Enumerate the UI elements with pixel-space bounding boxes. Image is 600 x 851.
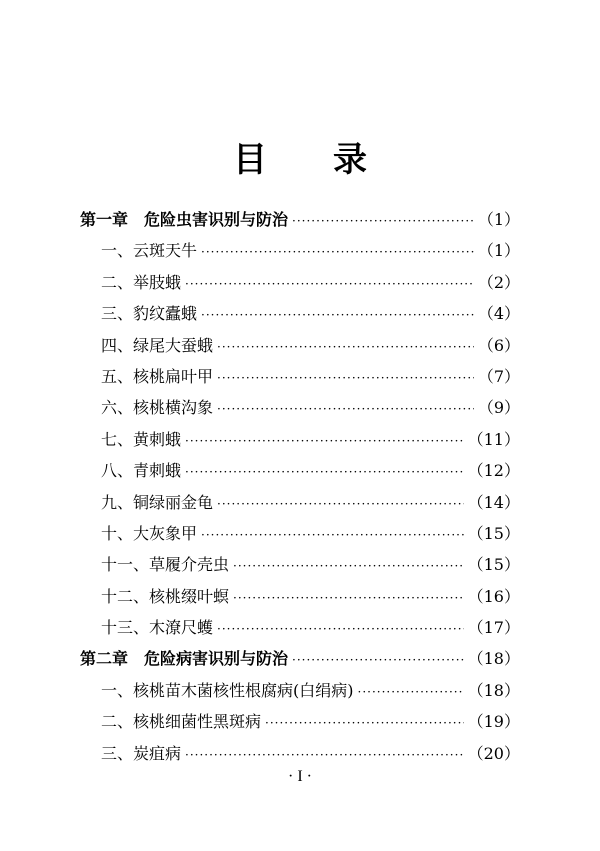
toc-leader-dots xyxy=(185,426,464,457)
toc-section-entry[interactable] xyxy=(80,487,520,518)
toc-leader-dots xyxy=(358,677,464,708)
toc-page-number: （1） xyxy=(477,241,520,261)
toc-entry-label: 二、核桃细菌性黑斑病 xyxy=(101,712,262,732)
toc-section-entry[interactable] xyxy=(80,518,520,549)
toc-leader-dots xyxy=(201,300,474,331)
toc-leader-dots xyxy=(217,394,474,425)
toc-page-number: （11） xyxy=(467,429,520,449)
toc-leader-dots xyxy=(185,269,474,300)
toc-page-number: （2） xyxy=(477,272,520,292)
table-of-contents xyxy=(80,204,520,769)
toc-leader-dots xyxy=(217,614,464,645)
toc-section-entry[interactable] xyxy=(80,675,520,706)
toc-chapter-entry[interactable] xyxy=(80,204,520,235)
toc-page-number: （19） xyxy=(467,712,520,732)
toc-section-entry[interactable] xyxy=(80,738,520,769)
toc-page-number: （15） xyxy=(467,523,520,543)
toc-entry-label: 一、云斑天牛 xyxy=(101,241,198,261)
toc-leader-dots xyxy=(185,740,464,771)
toc-entry-label: 十二、核桃缀叶螟 xyxy=(101,586,230,606)
toc-section-entry[interactable] xyxy=(80,424,520,455)
toc-leader-dots xyxy=(201,520,464,551)
toc-leader-dots xyxy=(217,489,464,520)
toc-section-entry[interactable] xyxy=(80,581,520,612)
toc-leader-dots xyxy=(292,206,474,237)
toc-entry-label: 八、青刺蛾 xyxy=(101,461,182,481)
toc-section-entry[interactable] xyxy=(80,267,520,298)
page-number-footer: · I · xyxy=(288,768,312,785)
toc-leader-dots xyxy=(201,237,474,268)
toc-leader-dots xyxy=(217,363,474,394)
toc-entry-label: 十、大灰象甲 xyxy=(101,523,198,543)
toc-page-number: （16） xyxy=(467,586,520,606)
toc-entry-label: 十三、木潦尺蠖 xyxy=(101,618,214,638)
toc-page-number: （20） xyxy=(467,743,520,763)
toc-page-number: （4） xyxy=(477,304,520,324)
toc-page-number: （12） xyxy=(467,461,520,481)
toc-entry-label: 六、核桃横沟象 xyxy=(101,398,214,418)
toc-entry-label: 第二章 危险病害识别与防治 xyxy=(80,649,289,669)
toc-page-number: （9） xyxy=(477,398,520,418)
toc-page-number: （15） xyxy=(467,555,520,575)
toc-entry-label: 九、铜绿丽金龟 xyxy=(101,492,214,512)
title-char-2: 录 xyxy=(333,140,367,180)
toc-entry-label: 二、举肢蛾 xyxy=(101,272,182,292)
page-title xyxy=(0,132,600,181)
toc-entry-label: 五、核桃扁叶甲 xyxy=(101,366,214,386)
toc-page-number: （18） xyxy=(467,649,520,669)
toc-leader-dots xyxy=(265,708,464,739)
toc-entry-label: 七、黄刺蛾 xyxy=(101,429,182,449)
toc-entry-label: 四、绿尾大蚕蛾 xyxy=(101,335,214,355)
toc-entry-label: 三、豹纹蠹蛾 xyxy=(101,304,198,324)
toc-page-number: （17） xyxy=(467,618,520,638)
toc-chapter-entry[interactable] xyxy=(80,643,520,674)
toc-page-number: （1） xyxy=(477,210,520,229)
toc-entry-label: 十一、草履介壳虫 xyxy=(101,555,230,575)
toc-section-entry[interactable] xyxy=(80,330,520,361)
toc-page-number: （6） xyxy=(477,335,520,355)
toc-section-entry[interactable] xyxy=(80,298,520,329)
toc-page-number: （7） xyxy=(477,366,520,386)
toc-section-entry[interactable] xyxy=(80,706,520,737)
toc-section-entry[interactable] xyxy=(80,549,520,580)
toc-leader-dots xyxy=(185,457,464,488)
toc-entry-label: 一、核桃苗木菌核性根腐病(白绢病) xyxy=(101,680,354,700)
toc-entry-label: 第一章 危险虫害识别与防治 xyxy=(80,210,289,229)
toc-section-entry[interactable] xyxy=(80,392,520,423)
toc-leader-dots xyxy=(233,551,464,582)
toc-leader-dots xyxy=(292,645,464,676)
toc-section-entry[interactable] xyxy=(80,455,520,486)
toc-page-number: （18） xyxy=(467,680,520,700)
toc-entry-label: 三、炭疽病 xyxy=(101,743,182,763)
toc-section-entry[interactable] xyxy=(80,612,520,643)
toc-leader-dots xyxy=(217,332,474,363)
toc-section-entry[interactable] xyxy=(80,361,520,392)
toc-page-number: （14） xyxy=(467,492,520,512)
toc-section-entry[interactable] xyxy=(80,235,520,266)
toc-leader-dots xyxy=(233,583,464,614)
title-char-1: 目 xyxy=(233,140,267,180)
